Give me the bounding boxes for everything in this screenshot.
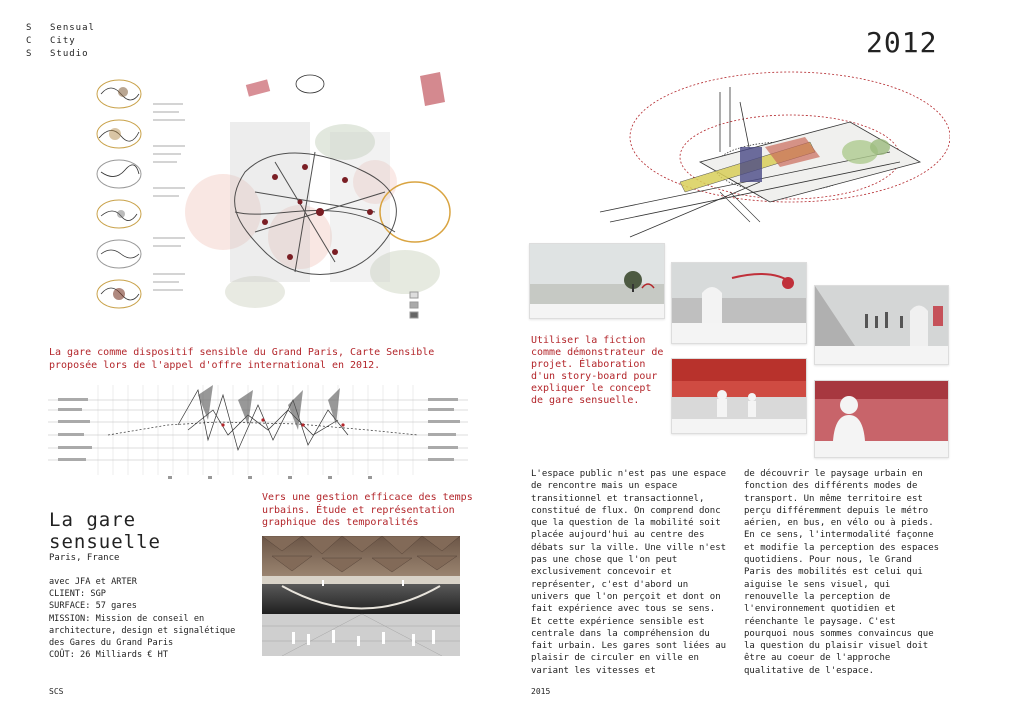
storyboard-frame-1 [529,243,665,319]
logo-word: City [50,36,76,46]
storyboard-image [672,263,806,323]
info-line: COÛT: 26 Milliards € HT [49,650,168,661]
storyboard-image [815,381,948,441]
logo-row-3 [26,48,95,61]
project-location: Paris, France [49,553,120,563]
logo-word: Sensual [50,23,95,33]
info-line: MISSION: Mission de conseil en [49,613,205,624]
storyboard-image [815,286,948,346]
project-title-line2: sensuelle [49,531,161,553]
project-title [49,509,161,553]
map-thumbnails [97,80,141,308]
project-info [49,576,259,661]
storyboard-image [530,244,664,304]
storyboard-frame-5 [814,380,949,458]
fiction-caption: Utiliser la fiction comme démonstrateur de projet. Élaboration d'un story-board pour expliquer le concept de gare sensuelle. [531,335,664,406]
footer-right: 2015 [531,687,551,696]
info-line: CLIENT: SGP [49,589,106,600]
footer-left: SCS [49,687,64,696]
project-title-line1: La gare [49,509,137,531]
timeline-caption: Vers une gestion efficace des temps urbains. Étude et représentation graphique des temporalités [262,492,473,528]
year-heading: 2012 [866,26,938,59]
logo-row-1 [26,22,95,35]
info-line: des Gares du Grand Paris [49,638,174,649]
storyboard-frame-4 [671,358,807,434]
info-line: avec JFA et ARTER [49,577,137,587]
storyboard-frame-2 [671,262,807,344]
info-line: architecture, design et signalétique [49,625,236,636]
sensible-map-figure [75,62,475,332]
storyboard-frame-3 [814,285,949,365]
logo-letter: C [26,36,33,46]
map-legend [153,104,185,290]
map-caption: La gare comme dispositif sensible du Grand Paris, Carte Sensible proposée lors de l'appel d'offre international en 2012. [49,347,435,371]
logo-word: Studio [50,49,89,59]
body-text-column-1: L'espace public n'est pas une espace de rencontre mais un espace transitionnel et transactionnel, constitué de flux. On comprend donc que la question de la mobilité soit placée aujourd'hui au centre des débats sur la ville. Une ville n'est pas une chose que l'on peut exclusivement concevoir et représenter, c'est d'abord un univers que l'on perçoit et dont on fait expérience avec tous se sens. Et cette expérience sensible est centrale dans la compréhension du fait urbain. Les gares sont liées au plaisir de circuler en ville en variant les vitesses et [531,469,727,676]
logo-row-2 [26,35,95,48]
body-text-column-2: de découvrir le paysage urbain en fonction des différents modes de transport. Un même territoire est perçu différemment depuis le métro aérien, en bus, en vélo ou à pieds. En ce sens, l'intermodalité façonne et modifie la perception des espaces quotidiens. Pour nous, le Grand Paris des mobilités est celui qui aiguise le sens visuel, qui renouvelle la perception de l'environnement quotidien et réenchante le paysage. C'est pourquoi nous sommes convaincus que la question du plaisir visuel doit être au coeur de l'approche qualitative de l'espace. [744,469,940,676]
storyboard-image [672,359,806,419]
temporalities-diagram [48,380,478,485]
axonometric-drawing [590,62,950,247]
logo-letter: S [26,49,33,59]
logo-letter: S [26,23,33,33]
info-line: SURFACE: 57 gares [49,601,137,612]
logo [26,22,95,61]
station-render-image [262,536,460,656]
